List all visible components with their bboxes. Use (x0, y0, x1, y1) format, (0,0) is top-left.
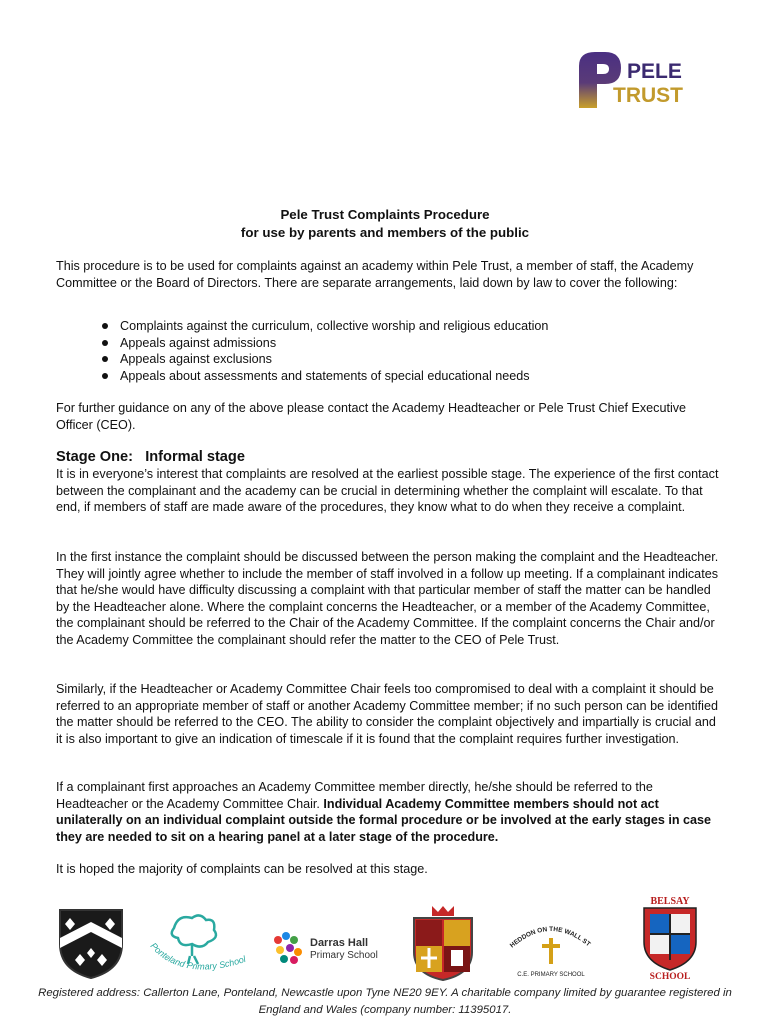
list-item: Complaints against the curriculum, collective worship and religious education (102, 318, 702, 335)
ponteland-primary-logo (144, 910, 260, 989)
title-line-1: Pele Trust Complaints Procedure (280, 207, 490, 222)
footer-line-2: England and Wales (company number: 11395017. (258, 1004, 512, 1016)
heddon-bottom-text: C.E. PRIMARY SCHOOL (517, 972, 585, 978)
list-item: Appeals about assessments and statements of special educational needs (102, 368, 702, 385)
darras-hall-name: Darras Hall (310, 937, 369, 949)
footer-registered-address (0, 985, 770, 1019)
stage-one-heading: Stage One: Informal stage (56, 449, 245, 465)
darras-hall-subtitle: Primary School (310, 950, 378, 961)
ponteland-text: Ponteland Primary School (148, 940, 247, 972)
stage-one-paragraph-1: It is in everyone’s interest that complaints are resolved at the earliest possible stage. The experience of the first contact between the complainant and the academy can be crucial in determining whether the complaint will escalate. To that end, if members of staff are made aware of the procedures, they know what to do when they receive a complaint. (56, 467, 719, 514)
bold-statement: Individual Academy Committee members should not act unilaterally on an individual complaint outside the formal procedure or be involved at the early stages in case they are needed to sit on a hearing panel at a later stage of the procedure. (56, 796, 712, 844)
darras-hall-logo (272, 930, 390, 971)
heddon-arc-text: HEDDON ON THE WALL ST (508, 925, 592, 950)
stage-one-paragraph-5: It is hoped the majority of complaints can be resolved at this stage. (56, 862, 428, 876)
intro-paragraph: This procedure is to be used for complaints against an academy within Pele Trust, a member of staff, the Academy Committee or the Board of Directors. There are separate arrangements, laid down by law to cover the following: (56, 259, 694, 290)
title-line-2: for use by parents and members of the public (240, 225, 530, 240)
bullet-icon (102, 373, 108, 379)
heddon-school-logo (508, 918, 594, 983)
stage-one-paragraph-3: Similarly, if the Headteacher or Academy Committee Chair feels too compromised to deal with a complaint it should be referred to an appropriate member of staff or another Academy Committee member; if no such person can be identified the matter should be referred to the CEO. The ability to consider the complaint objectively and impartially is crucial and it is also important to give an indication of timescale if it is found that the complaint requires further investigation. (56, 682, 718, 746)
bullet-icon (102, 323, 108, 329)
stage-one-paragraph-4: If a complainant first approaches an Academy Committee member directly, he/she should be referred to the Headteacher or the Academy Committee Chair. Individual Academy Committee members should not act unilaterally on an individual complaint outside the formal procedure or be involved at the early stages in case they are needed to sit on a hearing panel at a later stage of the procedure. (56, 780, 712, 844)
guidance-paragraph: For further guidance on any of the above please contact the Academy Headteacher or Pele Trust Chief Executive Officer (CEO). (56, 401, 687, 432)
pele-trust-logo (573, 48, 693, 110)
list-item: Appeals against admissions (102, 335, 702, 352)
list-item: Appeals against exclusions (102, 351, 702, 368)
belsay-top-text: BELSAY (650, 896, 690, 907)
school-logos-row (0, 896, 770, 984)
bullet-icon (102, 340, 108, 346)
logo-text-trust: TRUST (613, 84, 683, 107)
exclusions-list (102, 318, 702, 384)
school-crest-crown-icon (410, 904, 476, 987)
stage-one-paragraph-2: In the first instance the complaint should be discussed between the person making the complaint and the Headteacher. They will jointly agree whether to include the member of staff involved in a follow up meeting. If a complainant indicates that he/she would have difficulty discussing a complaint with that particular member of staff the matter can be handled by the Headteacher alone. Where the complaint concerns the Headteacher, or a member of the Academy Committee, the complainant should be referred to the Chair of the Academy Committee. If the complaint concerns the Chair and/or the Academy Committee the complainant should refer the matter to the CEO of Pele Trust. (56, 550, 719, 647)
footer-line-1: Registered address: Callerton Lane, Ponteland, Newcastle upon Tyne NE20 9EY. A charitable company limited by guarantee registered in (38, 987, 732, 999)
school-crest-shield-icon (58, 908, 124, 985)
document-title (0, 206, 770, 242)
belsay-bottom-text: SCHOOL (649, 972, 691, 980)
belsay-school-logo (638, 894, 702, 985)
logo-text-pele: PELE (627, 60, 682, 83)
bullet-icon (102, 356, 108, 362)
